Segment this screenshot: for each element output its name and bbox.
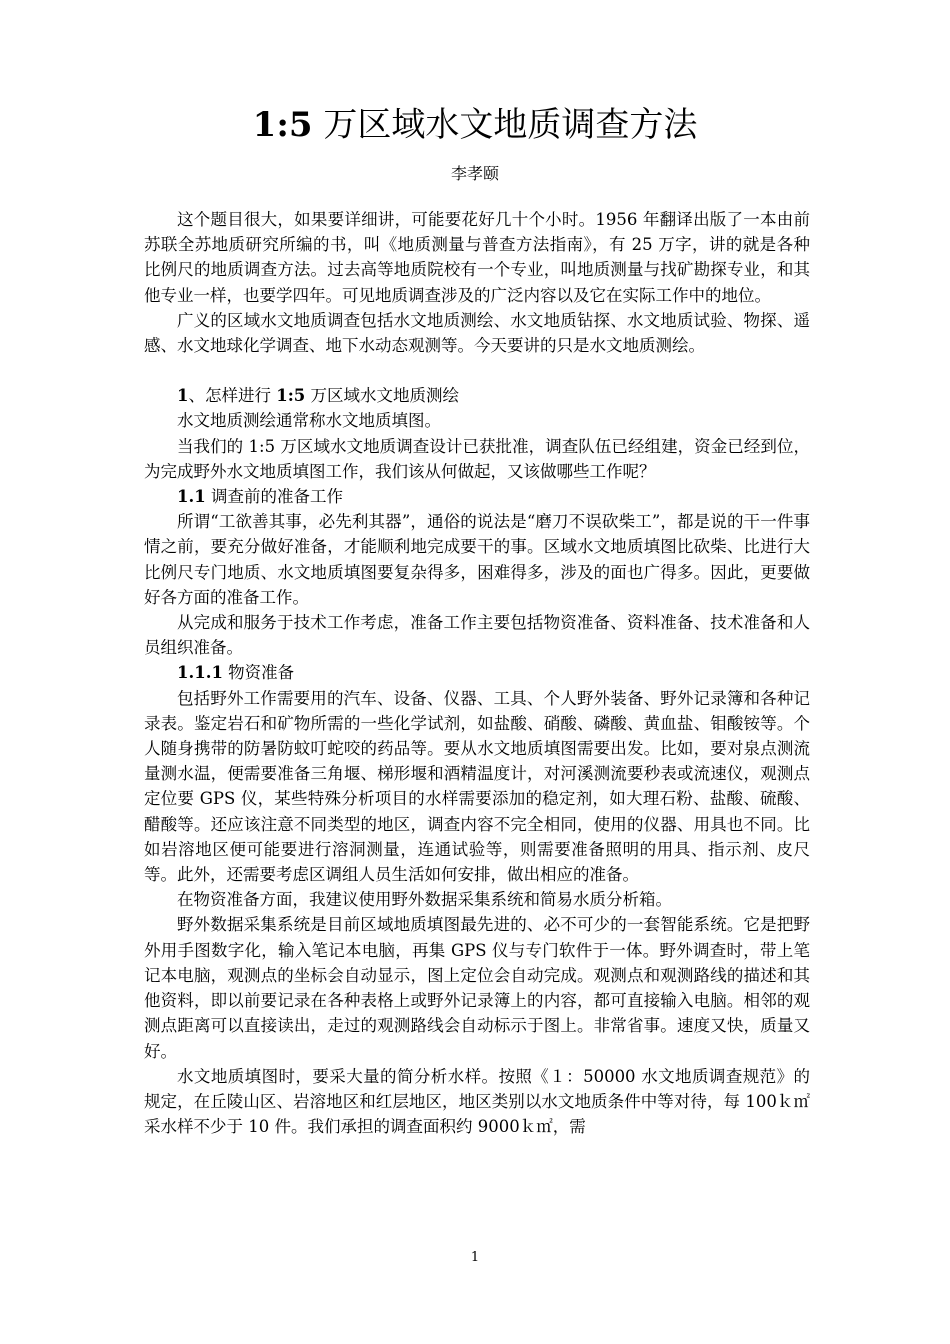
section-number: 1.1 [177, 487, 206, 507]
section-heading-scale: 1:5 [276, 386, 306, 406]
title-text: 万区域水文地质调查方法 [312, 105, 698, 145]
paragraph-gap [144, 358, 810, 383]
section-heading-1-1 [144, 484, 810, 509]
paragraph: 广义的区域水文地质调查包括水文地质测绘、水文地质钻探、水文地质试验、物探、遥感、水文地球化学调查、地下水动态观测等。今天要讲的只是水文地质测绘。 [144, 310, 810, 356]
paragraph: 水文地质填图时，要采大量的简分析水样。按照《１：50000 水文地质调查规范》的规定，在丘陵山区、岩溶地区和红层地区，地区类别以水文地质条件中等对待，每 100ｋ㎡采水样不少于 10 件。我们承担的调查面积约 9000ｋ㎡，需 [144, 1066, 810, 1137]
paragraph: 水文地质测绘通常称水文地质填图。 [177, 411, 441, 431]
document-body [144, 207, 810, 1139]
section-heading-text: 、怎样进行 [188, 386, 277, 406]
section-number: 1 [177, 386, 189, 406]
author-name: 李孝颐 [450, 164, 499, 183]
section-heading-1 [144, 383, 810, 408]
section-number: 1.1.1 [177, 663, 223, 683]
page-number: 1 [470, 1250, 480, 1265]
paragraph: 所谓“工欲善其事，必先利其器”，通俗的说法是“磨刀不误砍柴工”，都是说的干一件事情之前，要充分做好准备，才能顺利地完成要干的事。区域水文地质填图比砍柴、比进行大比例尺专门地质、水文地质填图要复杂得多，困难得多，涉及的面也广得多。因此，更要做好各方面的准备工作。 [144, 512, 810, 607]
section-heading-rest: 万区域水文地质测绘 [305, 386, 460, 406]
paragraph: 包括野外工作需要用的汽车、设备、仪器、工具、个人野外装备、野外记录簿和各种记录表。鉴定岩石和矿物所需的一些化学试剂，如盐酸、硝酸、磷酸、黄血盐、钼酸铵等。个人随身携带的防暑防蚊叮蛇咬的药品等。要从水文地质填图需要出发。比如，要对泉点测流量测水温，便需要准备三角堰、梯形堰和酒精温度计，对河溪测流要秒表或流速仪，观测点定位要 GPS 仪，某些特殊分析项目的水样需要添加的稳定剂，如大理石粉、盐酸、硫酸、醋酸等。还应该注意不同类型的地区，调查内容不完全相同，使用的仪器、用具也不同。比如岩溶地区便可能要进行溶洞测量，连通试验等，则需要准备照明的用具、指示剂、皮尺等。此外，还需要考虑区调组人员生活如何安排，做出相应的准备。 [144, 688, 810, 885]
paragraph: 当我们的 1:5 万区域水文地质调查设计已获批准，调查队伍已经组建，资金已经到位，为完成野外水文地质填图工作，我们该从何做起，又该做哪些工作呢？ [144, 436, 810, 481]
paragraph: 从完成和服务于技术工作考虑，准备工作主要包括物资准备、资料准备、技术准备和人员组织准备。 [144, 613, 810, 658]
paragraph: 这个题目很大，如果要详细讲，可能要花好几十个小时。1956 年翻译出版了一本由前苏联全苏地质研究所编的书，叫《地质测量与普查方法指南》，有 25 万字，讲的就是各种比例尺的地质调查方法。过去高等地质院校有一个专业，叫地质测量与找矿勘探专业，和其他专业一样，也要学四年。可见地质调查涉及的广泛内容以及它在实际工作中的地位。 [144, 210, 810, 305]
paragraph: 在物资准备方面，我建议使用野外数据采集系统和简易水质分析箱。 [177, 890, 672, 910]
section-heading-1-1-1 [144, 660, 810, 685]
paragraph: 野外数据采集系统是目前区域地质填图最先进的、必不可少的一套智能系统。它是把野外用手图数字化，输入笔记本电脑，再集 GPS 仪与专门软件于一体。野外调查时，带上笔记本电脑，观测点的坐标会自动显示，图上定位会自动完成。观测点和观测路线的描述和其他资料，即以前要记录在各种表格上或野外记录簿上的内容，都可直接输入电脑。相邻的观测点距离可以直接读出，走过的观测路线会自动标示于图上。非常省事。速度又快，质量又好。 [144, 915, 810, 1061]
section-heading-text: 调查前的准备工作 [205, 487, 343, 507]
document-title [0, 103, 950, 147]
section-heading-text: 物资准备 [222, 663, 295, 683]
title-scale: 1:5 [252, 105, 313, 145]
